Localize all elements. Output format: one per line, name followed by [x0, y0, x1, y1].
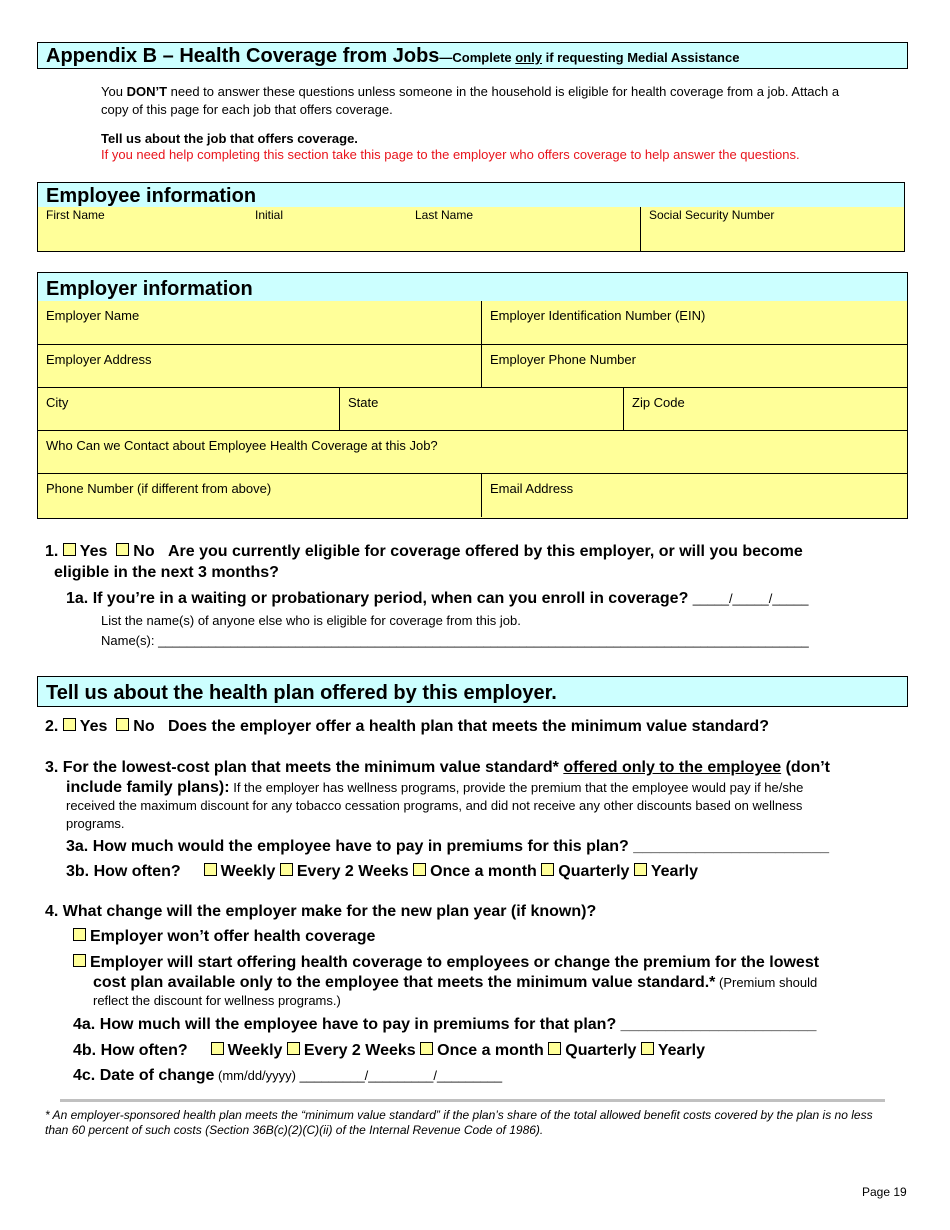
question-3-cont: include family plans): If the employer has wellness programs, provide the premium that the employee would pay if he/she [66, 779, 804, 796]
employer-name-field[interactable]: Employer Name [38, 301, 482, 345]
question-1a: 1a. If you’re in a waiting or probationary period, when can you enroll in coverage? _____/_____/_____ [66, 590, 809, 607]
question-3a: 3a. How much would the employee have to pay in premiums for this plan? ______________________ [66, 838, 829, 855]
q4a-premium-input[interactable]: ______________________ [620, 1016, 817, 1033]
employer-section-header [37, 272, 908, 302]
question-4: 4. What change will the employer make for the new plan year (if known)? [45, 903, 597, 920]
footnote: * An employer-sponsored health plan meets the “minimum value standard” if the plan’s share of the total allowed benefit costs covered by the plan is no less than 60 percent of such costs (Section 36B(c)(2)(C)(ii) of the Internal Revenue Code of 1986). [45, 1108, 873, 1137]
q4-option-1: Employer won’t offer health coverage [73, 927, 375, 947]
names-input[interactable]: __________________________________________________________________________________________ [158, 633, 809, 648]
q1-yes-checkbox[interactable] [63, 543, 76, 556]
appendix-note: —Complete only if requesting Medial Assistance [439, 50, 740, 65]
q3b-yearly-checkbox[interactable] [634, 863, 647, 876]
appendix-header [37, 42, 908, 69]
q3b-weekly-checkbox[interactable] [204, 863, 217, 876]
q3b-once-a-month-checkbox[interactable] [413, 863, 426, 876]
plan-section-title: Tell us about the health plan offered by this employer. [46, 682, 557, 704]
state-field[interactable]: State [340, 388, 624, 431]
q4b-every-2-weeks-checkbox[interactable] [287, 1042, 300, 1055]
q1-list-note: List the name(s) of anyone else who is eligible for coverage from this job. [101, 613, 521, 628]
q4b-quarterly-checkbox[interactable] [548, 1042, 561, 1055]
question-4c: 4c. Date of change (mm/dd/yyyy) _________/_________/_________ [73, 1067, 503, 1084]
q1-no-label: No [133, 543, 155, 560]
question-3b: 3b. How often? Weekly Every 2 Weeks Once a month Quarterly Yearly [66, 863, 699, 880]
phone-different-field[interactable]: Phone Number (if different from above) [38, 474, 482, 517]
employer-fields [37, 301, 908, 519]
q4-start-coverage-checkbox[interactable] [73, 954, 86, 967]
contact-field[interactable]: Who Can we Contact about Employee Health Coverage at this Job? [38, 431, 907, 474]
q2-no-label: No [133, 718, 155, 735]
q4b-weekly-checkbox[interactable] [211, 1042, 224, 1055]
q4b-once-a-month-checkbox[interactable] [420, 1042, 433, 1055]
q4-option-2-note: reflect the discount for wellness programs.) [93, 993, 341, 1008]
q4c-date-input[interactable]: _________/_________/_________ [299, 1068, 503, 1083]
q3a-premium-input[interactable]: ______________________ [633, 838, 829, 855]
q3b-quarterly-checkbox[interactable] [541, 863, 554, 876]
question-4a: 4a. How much will the employee have to pay in premiums for that plan? ______________________ [73, 1016, 817, 1033]
employer-address-field[interactable]: Employer Address [38, 345, 482, 388]
q2-yes-checkbox[interactable] [63, 718, 76, 731]
q4-option-2: Employer will start offering health coverage to employees or change the premium for the lowest [73, 953, 819, 973]
page-number: Page 19 [862, 1185, 907, 1199]
q1-no-checkbox[interactable] [116, 543, 129, 556]
q2-yes-label: Yes [79, 718, 108, 735]
question-3-line3: received the maximum discount for any tobacco cessation programs, and did not receive any other discounts based on wellness [66, 798, 803, 813]
intro-text: You DON’T need to answer these questions unless someone in the household is eligible for health coverage from a job. Attach a copy of this page for each job that offers coverage. [101, 84, 840, 117]
employee-section-header [37, 182, 905, 208]
employee-section-title: Employee information [46, 185, 257, 207]
q4b-yearly-checkbox[interactable] [641, 1042, 654, 1055]
q1-names-line: Name(s): __________________________________________________________________________________________ [101, 633, 809, 648]
employer-section-title: Employer information [46, 278, 253, 300]
question-4b: 4b. How often? Weekly Every 2 Weeks Once a month Quarterly Yearly [73, 1042, 706, 1059]
question-2: 2. Yes No Does the employer offer a health plan that meets the minimum value standard? [45, 718, 769, 735]
question-1: 1. Yes No Are you currently eligible for coverage offered by this employer, or will you become [45, 543, 803, 560]
ssn-label: Social Security Number [649, 208, 775, 222]
question-3: 3. For the lowest-cost plan that meets the minimum value standard* offered only to the employee (don’t [45, 759, 831, 776]
zip-field[interactable]: Zip Code [624, 388, 907, 431]
q2-no-checkbox[interactable] [116, 718, 129, 731]
intro-tell: Tell us about the job that offers coverage. [101, 131, 358, 146]
q4-option-2-cont: cost plan available only to the employee that meets the minimum value standard.* (Premium should [93, 974, 818, 991]
question-3-line4: programs. [66, 816, 125, 831]
first-name-label: First Name [46, 208, 105, 222]
email-field[interactable]: Email Address [490, 481, 574, 496]
ssn-field[interactable] [641, 207, 904, 251]
q3b-every-2-weeks-checkbox[interactable] [280, 863, 293, 876]
city-field[interactable]: City [38, 388, 340, 431]
appendix-title: Appendix B – Health Coverage from Jobs [46, 45, 440, 67]
question-1-cont: eligible in the next 3 months? [54, 564, 279, 581]
intro-help: If you need help completing this section take this page to the employer who offers coverage to help answer the questions. [101, 147, 800, 162]
q1-yes-label: Yes [79, 543, 108, 560]
footnote-divider [60, 1099, 885, 1102]
employee-fields [37, 207, 905, 252]
plan-section-header [37, 676, 908, 707]
q1a-date-input[interactable]: _____/_____/_____ [692, 591, 809, 606]
employee-name-field[interactable] [38, 207, 641, 251]
employer-phone-field[interactable]: Employer Phone Number [482, 345, 907, 388]
last-name-label: Last Name [415, 208, 474, 222]
q4-no-coverage-checkbox[interactable] [73, 928, 86, 941]
ein-field[interactable]: Employer Identification Number (EIN) [482, 301, 907, 345]
initial-label: Initial [255, 208, 284, 222]
